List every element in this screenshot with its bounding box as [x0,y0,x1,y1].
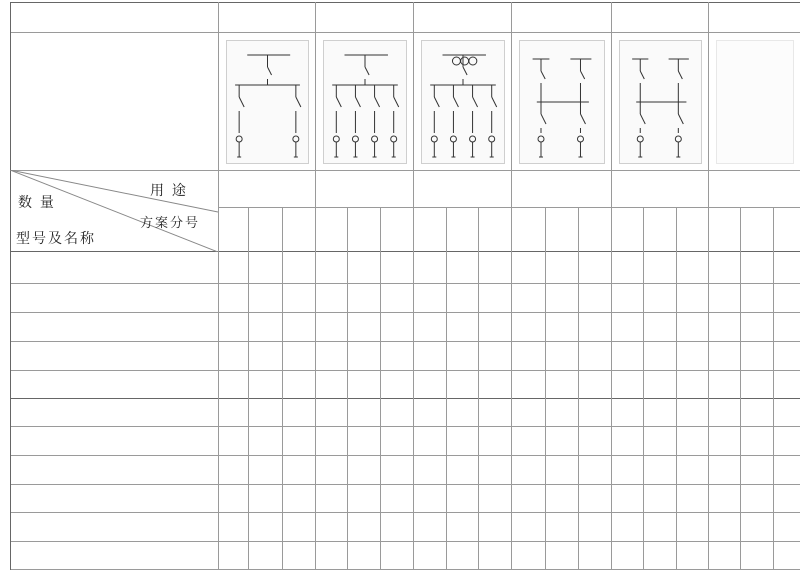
quantity-cell [773,399,800,427]
quantity-cell [740,371,773,399]
quantity-cell [643,284,676,313]
sub-scheme-label [740,207,773,252]
quantity-cell [740,542,773,570]
quantity-cell [347,542,380,570]
component-name [10,252,218,284]
quantity-cell [478,313,511,342]
quantity-cell [511,284,545,313]
quantity-cell [315,284,347,313]
quantity-cell [708,427,740,456]
quantity-cell [282,371,315,399]
quantity-cell [282,513,315,542]
quantity-cell [413,513,446,542]
quantity-cell [413,371,446,399]
quantity-cell [478,342,511,371]
quantity-cell [413,313,446,342]
circuit-diagram-20 [323,40,407,164]
quantity-cell [282,284,315,313]
quantity-cell [676,342,708,371]
quantity-cell [643,252,676,284]
quantity-cell [282,252,315,284]
usage-label [511,170,611,207]
usage-label [315,170,413,207]
quantity-cell [380,342,413,371]
quantity-cell [446,313,478,342]
quantity-cell [773,485,800,513]
quantity-cell [413,399,446,427]
quantity-cell [676,284,708,313]
quantity-cell [773,456,800,485]
quantity-cell [248,313,282,342]
quantity-cell [578,371,611,399]
quantity-cell [611,427,643,456]
quantity-cell [248,399,282,427]
quantity-cell [315,427,347,456]
quantity-cell [282,427,315,456]
quantity-cell [347,313,380,342]
component-name [10,313,218,342]
quantity-cell [545,456,578,485]
sub-scheme-label [708,207,740,252]
circuit-diagram-24 [716,40,794,164]
quantity-cell [248,542,282,570]
quantity-cell [643,399,676,427]
quantity-cell [643,485,676,513]
scheme-number [708,2,800,32]
quantity-cell [347,427,380,456]
quantity-cell [611,542,643,570]
quantity-cell [740,284,773,313]
quantity-cell [315,542,347,570]
quantity-cell [347,342,380,371]
quantity-cell [248,342,282,371]
quantity-cell [708,456,740,485]
quantity-cell [643,513,676,542]
sub-scheme-label [446,207,478,252]
quantity-cell [478,485,511,513]
quantity-cell [218,485,248,513]
quantity-cell [676,371,708,399]
quantity-cell [347,252,380,284]
quantity-cell [578,252,611,284]
quantity-cell [708,399,740,427]
scheme-number [315,2,413,32]
quantity-cell [218,313,248,342]
quantity-cell [643,427,676,456]
quantity-cell [413,485,446,513]
corner-model-label: 型号及名称 [16,230,96,246]
quantity-cell [446,427,478,456]
quantity-cell [643,456,676,485]
quantity-cell [218,342,248,371]
quantity-cell [773,427,800,456]
quantity-cell [315,313,347,342]
component-name [10,284,218,313]
circuit-diagram-22 [519,40,605,164]
quantity-cell [380,513,413,542]
quantity-cell [578,542,611,570]
quantity-cell [380,371,413,399]
quantity-cell [676,513,708,542]
quantity-cell [708,313,740,342]
quantity-cell [315,513,347,542]
quantity-cell [643,542,676,570]
quantity-cell [218,284,248,313]
quantity-cell [511,485,545,513]
quantity-cell [545,399,578,427]
quantity-cell [446,456,478,485]
quantity-cell [413,284,446,313]
diagram-row-label [10,32,218,170]
quantity-cell [708,284,740,313]
sub-scheme-label [643,207,676,252]
quantity-cell [773,252,800,284]
quantity-cell [511,456,545,485]
component-name [10,456,218,485]
quantity-cell [611,252,643,284]
quantity-cell [578,485,611,513]
quantity-cell [611,456,643,485]
quantity-cell [380,427,413,456]
quantity-cell [773,542,800,570]
quantity-cell [413,427,446,456]
quantity-cell [708,542,740,570]
quantity-cell [511,399,545,427]
quantity-cell [315,371,347,399]
quantity-cell [611,284,643,313]
sub-scheme-label [773,207,800,252]
quantity-cell [478,427,511,456]
quantity-cell [248,371,282,399]
quantity-cell [643,313,676,342]
sub-scheme-label [218,207,248,252]
quantity-cell [545,513,578,542]
quantity-cell [218,427,248,456]
component-name [10,342,218,371]
quantity-cell [676,456,708,485]
quantity-cell [578,399,611,427]
quantity-cell [740,513,773,542]
quantity-cell [511,342,545,371]
quantity-cell [773,313,800,342]
quantity-cell [380,456,413,485]
quantity-cell [708,513,740,542]
quantity-cell [478,371,511,399]
header-title [10,2,218,32]
quantity-cell [643,371,676,399]
quantity-cell [347,399,380,427]
sub-scheme-label [315,207,347,252]
quantity-cell [282,485,315,513]
quantity-cell [511,513,545,542]
quantity-cell [347,284,380,313]
quantity-cell [676,542,708,570]
sub-scheme-label [347,207,380,252]
quantity-cell [315,456,347,485]
scheme-number [218,2,315,32]
quantity-cell [380,542,413,570]
quantity-cell [315,342,347,371]
quantity-cell [282,456,315,485]
component-name [10,485,218,513]
quantity-cell [380,313,413,342]
quantity-cell [708,485,740,513]
sub-scheme-label [611,207,643,252]
quantity-cell [740,252,773,284]
quantity-cell [478,456,511,485]
quantity-cell [380,485,413,513]
quantity-cell [773,513,800,542]
quantity-cell [578,456,611,485]
usage-label [708,170,800,207]
component-name [10,542,218,570]
scheme-number [511,2,611,32]
quantity-cell [545,427,578,456]
quantity-cell [578,513,611,542]
quantity-cell [511,542,545,570]
quantity-cell [545,284,578,313]
corner-usage-label: 用 途 [150,182,188,198]
quantity-cell [446,284,478,313]
quantity-cell [545,485,578,513]
sub-scheme-label [413,207,446,252]
quantity-cell [446,399,478,427]
quantity-cell [446,252,478,284]
quantity-cell [413,542,446,570]
quantity-cell [218,252,248,284]
quantity-cell [413,456,446,485]
quantity-cell [380,252,413,284]
quantity-cell [478,284,511,313]
quantity-cell [545,252,578,284]
component-name [10,513,218,542]
circuit-diagram-19 [226,40,309,164]
quantity-cell [611,485,643,513]
quantity-cell [708,252,740,284]
scheme-number [413,2,511,32]
component-name [10,399,218,427]
quantity-cell [446,542,478,570]
quantity-cell [248,456,282,485]
quantity-cell [218,399,248,427]
quantity-cell [282,542,315,570]
quantity-cell [676,485,708,513]
quantity-cell [446,485,478,513]
quantity-cell [740,456,773,485]
quantity-cell [611,313,643,342]
quantity-cell [708,342,740,371]
quantity-cell [740,313,773,342]
sub-scheme-label [676,207,708,252]
quantity-cell [347,371,380,399]
sub-scheme-label [578,207,611,252]
quantity-cell [578,313,611,342]
quantity-cell [740,485,773,513]
quantity-cell [413,342,446,371]
quantity-cell [545,313,578,342]
quantity-cell [315,252,347,284]
quantity-cell [478,513,511,542]
quantity-cell [315,399,347,427]
quantity-cell [511,313,545,342]
quantity-cell [248,252,282,284]
quantity-cell [545,542,578,570]
quantity-cell [511,427,545,456]
sub-scheme-label [380,207,413,252]
sub-scheme-label [545,207,578,252]
circuit-diagram-23 [619,40,702,164]
usage-label [611,170,708,207]
quantity-cell [773,342,800,371]
quantity-cell [511,252,545,284]
quantity-cell [578,342,611,371]
quantity-cell [578,284,611,313]
quantity-cell [740,427,773,456]
quantity-cell [676,427,708,456]
component-name [10,371,218,399]
quantity-cell [545,342,578,371]
quantity-cell [248,284,282,313]
quantity-cell [611,342,643,371]
quantity-cell [218,456,248,485]
quantity-cell [413,252,446,284]
quantity-cell [676,399,708,427]
quantity-cell [446,342,478,371]
quantity-cell [611,399,643,427]
quantity-cell [478,542,511,570]
quantity-cell [347,513,380,542]
quantity-cell [578,427,611,456]
sub-scheme-label [248,207,282,252]
quantity-cell [446,513,478,542]
quantity-cell [545,371,578,399]
quantity-cell [315,485,347,513]
quantity-cell [380,284,413,313]
quantity-cell [773,284,800,313]
quantity-cell [740,399,773,427]
quantity-cell [478,399,511,427]
quantity-cell [218,542,248,570]
sub-scheme-label [511,207,545,252]
quantity-cell [740,342,773,371]
quantity-cell [248,427,282,456]
component-name [10,427,218,456]
quantity-cell [347,485,380,513]
quantity-cell [282,313,315,342]
quantity-cell [218,371,248,399]
circuit-diagram-21 [421,40,505,164]
quantity-cell [611,513,643,542]
quantity-cell [218,513,248,542]
scheme-number [611,2,708,32]
quantity-cell [282,399,315,427]
quantity-cell [248,485,282,513]
usage-label [218,170,315,207]
quantity-cell [611,371,643,399]
quantity-cell [282,342,315,371]
quantity-cell [773,371,800,399]
quantity-cell [511,371,545,399]
quantity-cell [446,371,478,399]
quantity-cell [478,252,511,284]
sub-scheme-label [282,207,315,252]
quantity-cell [708,371,740,399]
quantity-cell [380,399,413,427]
usage-label [413,170,511,207]
corner-subno-label: 方案分号 [140,215,201,230]
quantity-cell [347,456,380,485]
quantity-cell [676,313,708,342]
quantity-cell [676,252,708,284]
quantity-cell [643,342,676,371]
quantity-cell [248,513,282,542]
corner-qty-label: 数 量 [18,194,56,210]
sub-scheme-label [478,207,511,252]
